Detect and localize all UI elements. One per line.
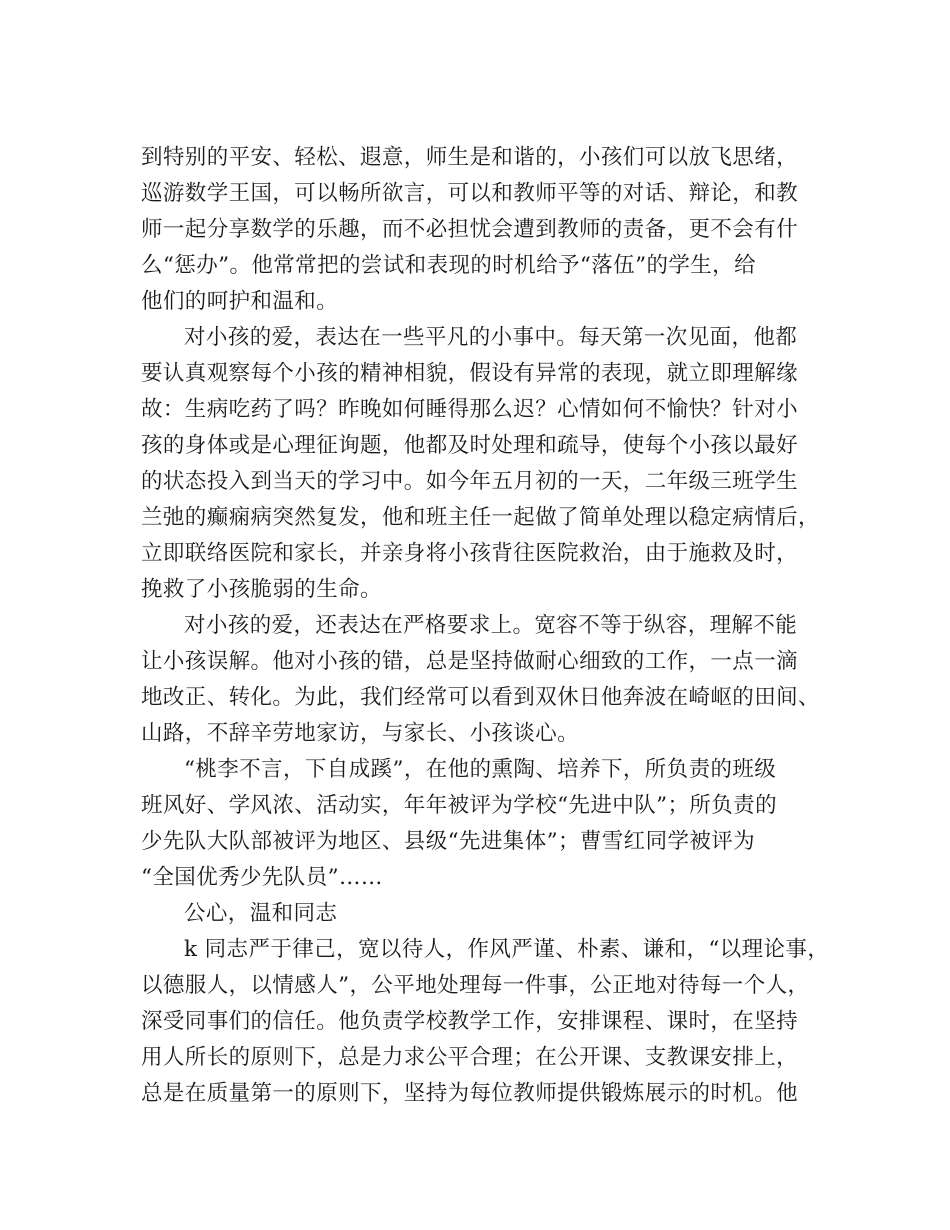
text-line: 公心，温和同志: [184, 901, 338, 926]
text-line: 孩的身体或是心理征询题，他都及时处理和疏导，使每个小孩以最好: [141, 433, 799, 458]
text-line: 以德服人，以情感人”，公平地处理每一件事，公正地对待每一个人，: [141, 973, 810, 998]
text-line: 他们的呵护和温和。: [141, 289, 339, 314]
text-line: 深受同事们的信任。他负责学校教学工作，安排课程、课时，在坚持: [141, 1009, 799, 1034]
text-line: 班风好、学风浓、活动实，年年被评为学校“先进中队”；所负责的: [141, 793, 777, 818]
text-line: “桃李不言，下自成蹊”，在他的熏陶、培养下，所负责的班级: [184, 757, 777, 782]
text-line: 师一起分享数学的乐趣，而不必担忧会遭到教师的责备，更不会有什: [141, 217, 799, 242]
text-line: 的状态投入到当天的学习中。如今年五月初的一天，二年级三班学生: [141, 469, 799, 494]
text-line: 挽救了小孩脆弱的生命。: [141, 577, 382, 602]
text-line: 对小孩的爱，还表达在严格要求上。宽容不等于纵容，理解不能: [184, 613, 798, 638]
text-line: 对小孩的爱，表达在一些平凡的小事中。每天第一次见面，他都: [184, 325, 798, 350]
text-line: 么“惩办”。他常常把的尝试和表现的时机给予“落伍”的学生，给: [141, 253, 756, 278]
body-text: [141, 140, 831, 1112]
text-line: 总是在质量第一的原则下，坚持为每位教师提供锻炼展示的时机。他: [141, 1081, 799, 1106]
text-line: 让小孩误解。他对小孩的错，总是坚持做耐心细致的工作，一点一滴: [141, 649, 799, 674]
text-line: 兰弛的癫痫病突然复发，他和班主任一起做了简单处理以稳定病情后，: [141, 505, 820, 530]
document-page: [141, 140, 831, 1112]
text-line: 地改正、转化。为此，我们经常可以看到双休日他奔波在崎岖的田间、: [141, 685, 820, 710]
text-line: 用人所长的原则下，总是力求公平合理；在公开课、支教课安排上，: [141, 1045, 799, 1070]
text-line: 山路，不辞辛劳地家访，与家长、小孩谈心。: [141, 721, 580, 746]
text-line: 要认真观察每个小孩的精神相貌，假设有异常的表现，就立即理解缘: [141, 361, 799, 386]
text-line: 少先队大队部被评为地区、县级“先进集体”；曹雪红同学被评为: [141, 829, 756, 854]
text-line: 立即联络医院和家长，并亲身将小孩背往医院救治，由于施救及时，: [141, 541, 799, 566]
text-line: “全国优秀少先队员”……: [141, 865, 383, 890]
text-line: 到特别的平安、轻松、遐意，师生是和谐的，小孩们可以放飞思绪，: [141, 145, 799, 170]
text-line: k 同志严于律己，宽以待人，作风严谨、朴素、谦和，“以理论事，: [184, 937, 830, 962]
text-line: 故：生病吃药了吗？昨晚如何睡得那么迟？心情如何不愉快？针对小: [141, 397, 799, 422]
text-line: 巡游数学王国，可以畅所欲言，可以和教师平等的对话、辩论，和教: [141, 181, 799, 206]
